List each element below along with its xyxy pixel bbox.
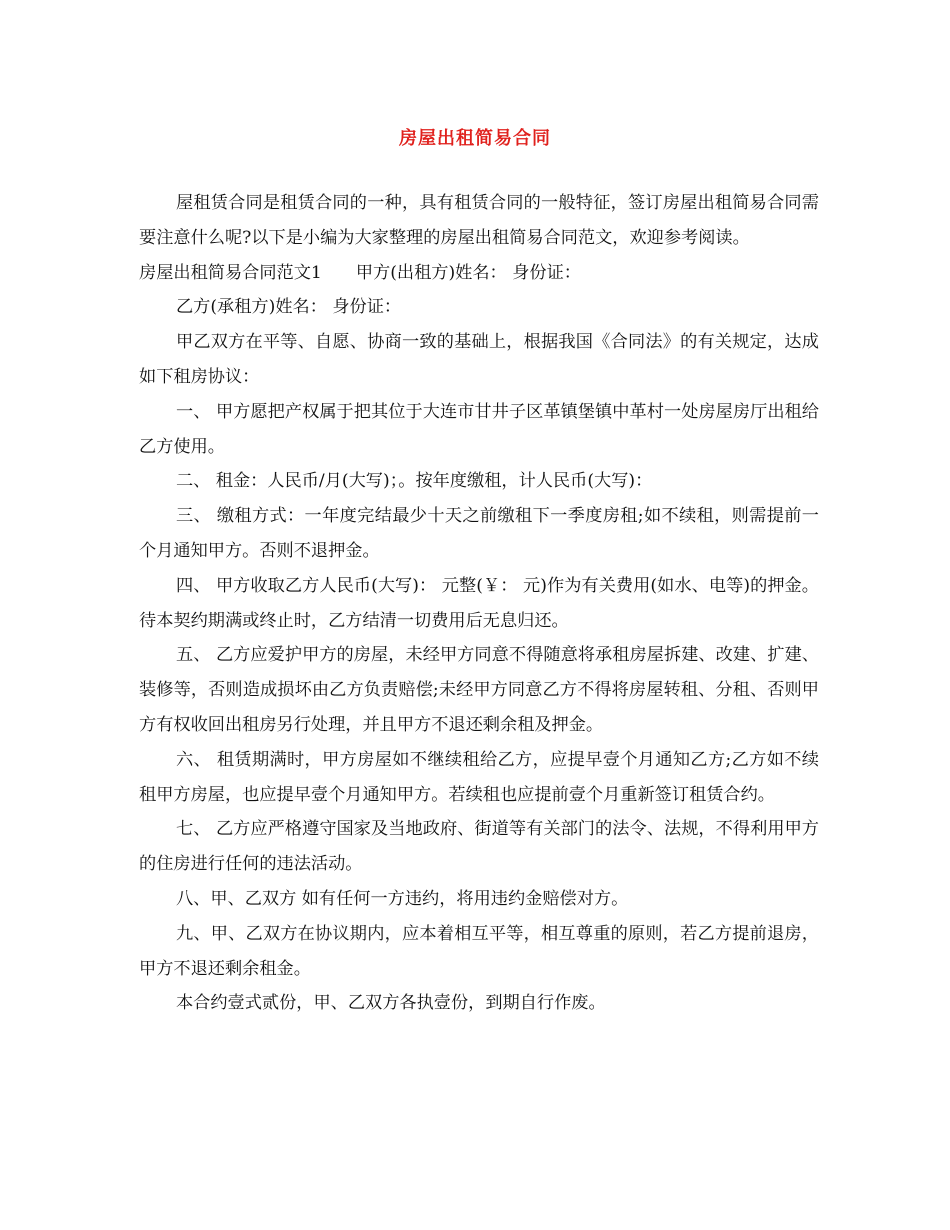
- clause-6: 六、 租赁期满时，甲方房屋如不继续租给乙方，应提早壹个月通知乙方;乙方如不续租甲方房屋，也应提早壹个月通知甲方。若续租也应提前壹个月重新签订租赁合约。: [139, 749, 819, 805]
- document-title: 房屋出租简易合同: [399, 128, 551, 149]
- clause-9: 九、甲、乙双方在协议期内，应本着相互平等，相互尊重的原则，若乙方提前退房，甲方不退还剩余租金。: [139, 923, 819, 979]
- clause-1: 一、 甲方愿把产权属于把其位于大连市甘井子区革镇堡镇中革村一处房屋房厅出租给乙方使用。: [139, 401, 819, 457]
- document-body: [139, 186, 819, 1021]
- clause-3: 三、 缴租方式：一年度完结最少十天之前缴租下一季度房租;如不续租，则需提前一个月通知甲方。否则不退押金。: [139, 506, 819, 561]
- sample-heading: 房屋出租简易合同范文1: [139, 262, 322, 283]
- clause-7: 七、 乙方应严格遵守国家及当地政府、街道等有关部门的法令、法规，不得利用甲方的住房进行任何的违法活动。: [139, 819, 819, 875]
- party-b-line: 乙方(承租方)姓名： 身份证：: [175, 297, 402, 318]
- intro-paragraph: 屋租赁合同是租赁合同的一种，具有租赁合同的一般特征，签订房屋出租简易合同需要注意什么呢?以下是小编为大家整理的房屋出租简易合同范文，欢迎参考阅读。: [139, 193, 819, 248]
- clause-8: 八、甲、乙双方 如有任何一方违约，将用违约金赔偿对方。: [175, 888, 629, 909]
- clause-5: 五、 乙方应爱护甲方的房屋，未经甲方同意不得随意将承租房屋拆建、改建、扩建、装修等，否则造成损坏由乙方负责赔偿;未经甲方同意乙方不得将房屋转租、分租、否则甲方有权收回出租房另行处理，并且甲方不退还剩余租及押金。: [139, 645, 819, 735]
- sample-heading-line: [139, 256, 819, 291]
- clause-4: 四、 甲方收取乙方人民币(大写)： 元整(￥： 元)作为有关费用(如水、电等)的押金。待本契约期满或终止时，乙方结清一切费用后无息归还。: [139, 575, 819, 631]
- preamble-paragraph: 甲乙双方在平等、自愿、协商一致的基础上，根据我国《合同法》的有关规定，达成如下租房协议：: [139, 332, 819, 387]
- clause-2: 二、 租金：人民币/月(大写)；。按年度缴租，计人民币(大写)：: [175, 471, 653, 492]
- party-a-line: 甲方(出租方)姓名： 身份证：: [355, 262, 581, 283]
- closing-paragraph: 本合约壹式贰份，甲、乙双方各执壹份，到期自行作废。: [175, 993, 606, 1014]
